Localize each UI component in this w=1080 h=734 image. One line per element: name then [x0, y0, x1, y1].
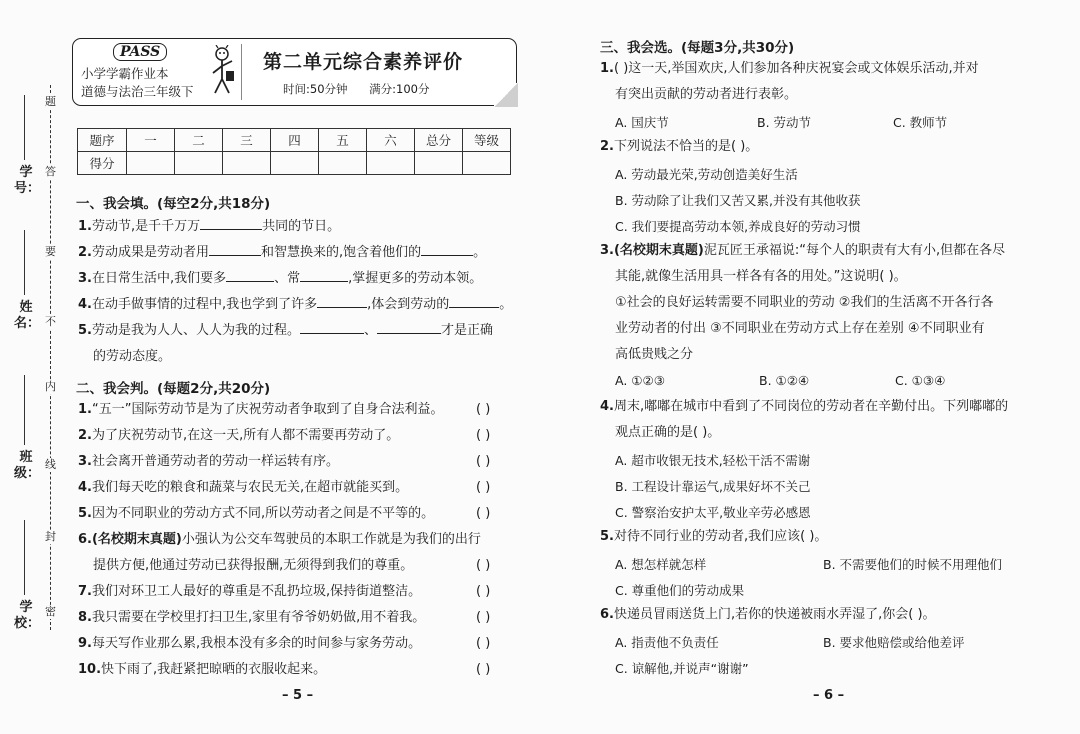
answer-blank[interactable]: [377, 319, 441, 334]
option-a[interactable]: A. 想怎样就怎样: [615, 557, 707, 572]
answer-paren[interactable]: ( ): [476, 428, 491, 443]
answer-blank[interactable]: [209, 241, 261, 256]
seal-char: 线: [45, 458, 56, 471]
answer-blank[interactable]: [226, 267, 274, 282]
section-2-title: 二、我会判。(每题2分,共20分): [76, 381, 271, 397]
answer-paren[interactable]: ( ): [476, 506, 491, 521]
answer-blank[interactable]: [317, 293, 367, 308]
judge-question-10: 10.快下雨了,我赶紧把晾晒的衣服收起来。: [78, 662, 327, 677]
answer-blank[interactable]: [300, 319, 364, 334]
page-number: – 6 –: [813, 688, 845, 703]
page-fold: [494, 83, 518, 107]
seal-char: 不: [45, 315, 56, 328]
answer-blank[interactable]: [449, 293, 499, 308]
option-c[interactable]: C. 警察治安护太平,敬业辛劳必感恩: [615, 505, 811, 520]
unit-header: [72, 38, 517, 106]
judge-question-1: 1.“五一”国际劳动节是为了庆祝劳动者争取到了自身合法利益。: [78, 402, 444, 417]
exam-meta: [283, 81, 448, 97]
answer-paren[interactable]: ( ): [476, 610, 491, 625]
score-cell[interactable]: [367, 152, 415, 175]
option-a[interactable]: A. 指责他不负责任: [615, 635, 719, 650]
table-row: 题序 一 二 三 四 五 六 总分 等级: [78, 129, 511, 152]
judge-question-7: 7.我们对环卫工人最好的尊重是不乱扔垃圾,保持街道整洁。: [78, 584, 422, 599]
option-c[interactable]: C. 尊重他们的劳动成果: [615, 583, 745, 598]
fill-question-5-cont: 的劳动态度。: [93, 349, 172, 364]
answer-paren[interactable]: ( ): [613, 61, 629, 76]
choice-question-4: 4.周末,嘟嘟在城市中看到了不同岗位的劳动者在辛勤付出。下列嘟嘟的: [600, 399, 1009, 414]
judge-question-3: 3.社会离开普通劳动者的劳动一样运转有序。: [78, 454, 339, 469]
option-b[interactable]: B. 要求他赔偿或给他差评: [823, 635, 965, 650]
answer-blank[interactable]: [200, 215, 262, 230]
unit-title: 第二单元综合素养评价: [263, 51, 464, 73]
answer-blank[interactable]: [421, 241, 473, 256]
choice-question-2: 2.下列说法不恰当的是( )。: [600, 139, 759, 154]
score-cell[interactable]: [127, 152, 175, 175]
option-b[interactable]: B. 劳动节: [757, 115, 812, 130]
answer-blank[interactable]: [300, 267, 348, 282]
option-a[interactable]: A. 劳动最光荣,劳动创造美好生活: [615, 167, 798, 182]
fill-question-4: 4.在动手做事情的过程中,我也学到了许多 ,体会到劳动的 。: [78, 292, 512, 318]
judge-question-8: 8.我只需要在学校里打扫卫生,家里有爷爷奶奶做,用不着我。: [78, 610, 426, 625]
answer-paren[interactable]: ( ): [476, 454, 491, 469]
page-5: 学号： 姓名： 班级： 学校： 题 答 要 不 内 线 封 密 PASS 小学学霸作业本 道德与法治三年级下 第二单元综合素养评价 时间:50分钟 满分:100分 题序 一 二 三 四 五 六 总分 等级 得分 一、我会填。(每空2分,共18分) 1.劳动节,是千千万万 共同的节日。 2.劳动成果是劳动者用 和智慧换来的,饱含着他们的 。 3.在日常生活中,我们要多 、常 ,掌握更多的劳动本领。 4.在动手做事情的过程中,我也学到了许多 ,体会到劳动的 。 5.劳动是我为人人、人人为我的过程。 、 才是正确 的劳动态度。 二、我会判。(每题2分,共20分) 1.“五一”国际劳动节是为了庆祝劳动者争取到了自身合法利益。 ( ) 2.为了庆祝劳动节,在这一天,所有人都不需要再劳动了。 ( ) 3.社会离开普通劳动者的劳动一样运转有序。 ( ) 4.我们每天吃的粮食和蔬菜与农民无关,在超市就能买到。 ( ) 5.因为不同职业的劳动方式不同,所以劳动者之间是不平等的。 ( ) 6.(名校期末真题)小强认为公交车驾驶员的本职工作就是为我们的出行 提供方便,他通过劳动已获得报酬,无须得到我们的尊重。 ( ) 7.我们对环卫工人最好的尊重是不乱扔垃圾,保持街道整洁。 ( ) 8.我只需要在学校里打扫卫生,家里有爷爷奶奶做,用不着我。 ( ) 9.每天写作业那么累,我根本没有多余的时间参与家务劳动。 ( ) 10.快下雨了,我赶紧把晾晒的衣服收起来。 ( ) – 5 –: [0, 0, 545, 734]
option-b[interactable]: B. ①②④: [759, 373, 810, 388]
choice-question-5: 5.对待不同行业的劳动者,我们应该( )。: [600, 529, 828, 544]
page-number: – 5 –: [282, 688, 314, 703]
choice-question-1: 1.( )这一天,举国欢庆,人们参加各种庆祝宴会或文体娱乐活动,并对: [600, 61, 979, 76]
answer-paren[interactable]: ( ): [476, 636, 491, 651]
seal-char: 内: [45, 380, 56, 393]
seal-char: 密: [45, 605, 56, 618]
option-b[interactable]: B. 劳动除了让我们又苦又累,并没有其他收获: [615, 193, 861, 208]
option-c[interactable]: C. 我们要提高劳动本领,养成良好的劳动习惯: [615, 219, 861, 234]
exam-score: 满分:100分: [369, 82, 430, 96]
score-cell[interactable]: [319, 152, 367, 175]
judge-question-6-cont: 提供方便,他通过劳动已获得报酬,无须得到我们的尊重。: [93, 558, 414, 573]
answer-paren[interactable]: ( ): [476, 480, 491, 495]
seal-char: 要: [45, 245, 56, 258]
score-cell[interactable]: [175, 152, 223, 175]
option-b[interactable]: B. 不需要他们的时候不用理他们: [823, 557, 1003, 572]
section-1-title: 一、我会填。(每空2分,共18分): [76, 196, 271, 212]
choice-question-3: 3.(名校期末真题)泥瓦匠王承福说:“每个人的职责有大有小,但都在各尽: [600, 243, 1006, 258]
option-c[interactable]: C. 谅解他,并说声“谢谢”: [615, 661, 749, 676]
fill-question-5: 5.劳动是我为人人、人人为我的过程。 、 才是正确: [78, 318, 493, 344]
seal-char: 答: [45, 165, 56, 178]
seal-char: 题: [45, 95, 56, 108]
option-c[interactable]: C. ①③④: [895, 373, 946, 388]
score-cell[interactable]: [223, 152, 271, 175]
score-cell[interactable]: [415, 152, 463, 175]
judge-question-4: 4.我们每天吃的粮食和蔬菜与农民无关,在超市就能买到。: [78, 480, 409, 495]
exam-time: 时间:50分钟: [283, 82, 348, 96]
score-cell[interactable]: [271, 152, 319, 175]
judge-question-9: 9.每天写作业那么累,我根本没有多余的时间参与家务劳动。: [78, 636, 422, 651]
option-b[interactable]: B. 工程设计靠运气,成果好坏不关己: [615, 479, 811, 494]
judge-question-2: 2.为了庆祝劳动节,在这一天,所有人都不需要再劳动了。: [78, 428, 400, 443]
score-cell[interactable]: [463, 152, 511, 175]
fill-question-1: 1.劳动节,是千千万万 共同的节日。: [78, 214, 340, 240]
pass-logo: PASS: [113, 43, 167, 61]
seal-char: 封: [45, 530, 56, 543]
section-3-title: 三、我会选。(每题3分,共30分): [600, 40, 795, 56]
brand-text: 小学学霸作业本 道德与法治三年级下: [81, 66, 194, 99]
option-a[interactable]: A. ①②③: [615, 373, 665, 388]
option-a[interactable]: A. 国庆节: [615, 115, 669, 130]
answer-paren[interactable]: ( ): [476, 662, 491, 677]
answer-paren[interactable]: ( ): [476, 584, 491, 599]
fill-question-3: 3.在日常生活中,我们要多 、常 ,掌握更多的劳动本领。: [78, 266, 482, 292]
judge-question-5: 5.因为不同职业的劳动方式不同,所以劳动者之间是不平等的。: [78, 506, 435, 521]
choice-question-6: 6.快递员冒雨送货上门,若你的快递被雨水弄湿了,你会( )。: [600, 607, 936, 622]
option-a[interactable]: A. 超市收银无技术,轻松干活不需谢: [615, 453, 811, 468]
page-6: 三、我会选。(每题3分,共30分) 1.( )这一天,举国欢庆,人们参加各种庆祝宴会或文体娱乐活动,并对 有突出贡献的劳动者进行表彰。 A. 国庆节 B. 劳动节 C. 教师节 2.下列说法不恰当的是( )。 A. 劳动最光荣,劳动创造美好生活 B. 劳动除了让我们又苦又累,并没有其他收获 C. 我们要提高劳动本领,养成良好的劳动习惯 3.(名校期末真题)泥瓦匠王承福说:“每个人的职责有大有小,但都在各尽 其能,就像生活用具一样各有各的用处。”这说明( )。 ①社会的良好运转需要不同职业的劳动 ②我们的生活离不开各行各 业劳动者的付出 ③不同职业在劳动方式上存在差别 ④不同职业有 高低贵贱之分 A. ①②③ B. ①②④ C. ①③④ 4.周末,嘟嘟在城市中看到了不同岗位的劳动者在辛勤付出。下列嘟嘟的 观点正确的是( )。 A. 超市收银无技术,轻松干活不需谢 B. 工程设计靠运气,成果好坏不关己 C. 警察治安护太平,敬业辛劳必感恩 5.对待不同行业的劳动者,我们应该( )。 A. 想怎样就怎样 B. 不需要他们的时候不用理他们 C. 尊重他们的劳动成果 6.快递员冒雨送货上门,若你的快递被雨水弄湿了,你会( )。 A. 指责他不负责任 B. 要求他赔偿或给他差评 C. 谅解他,并说声“谢谢” – 6 –: [545, 0, 1080, 734]
judge-question-6: 6.(名校期末真题)小强认为公交车驾驶员的本职工作就是为我们的出行: [78, 532, 481, 547]
answer-paren[interactable]: ( ): [476, 558, 491, 573]
answer-paren[interactable]: ( ): [476, 402, 491, 417]
option-c[interactable]: C. 教师节: [893, 115, 948, 130]
mascot-icon: [208, 45, 236, 99]
table-row: 得分: [78, 152, 511, 175]
fill-question-2: 2.劳动成果是劳动者用 和智慧换来的,饱含着他们的 。: [78, 240, 486, 266]
statement-list: ①社会的良好运转需要不同职业的劳动 ②我们的生活离不开各行各: [615, 295, 994, 310]
score-table: [77, 128, 511, 175]
